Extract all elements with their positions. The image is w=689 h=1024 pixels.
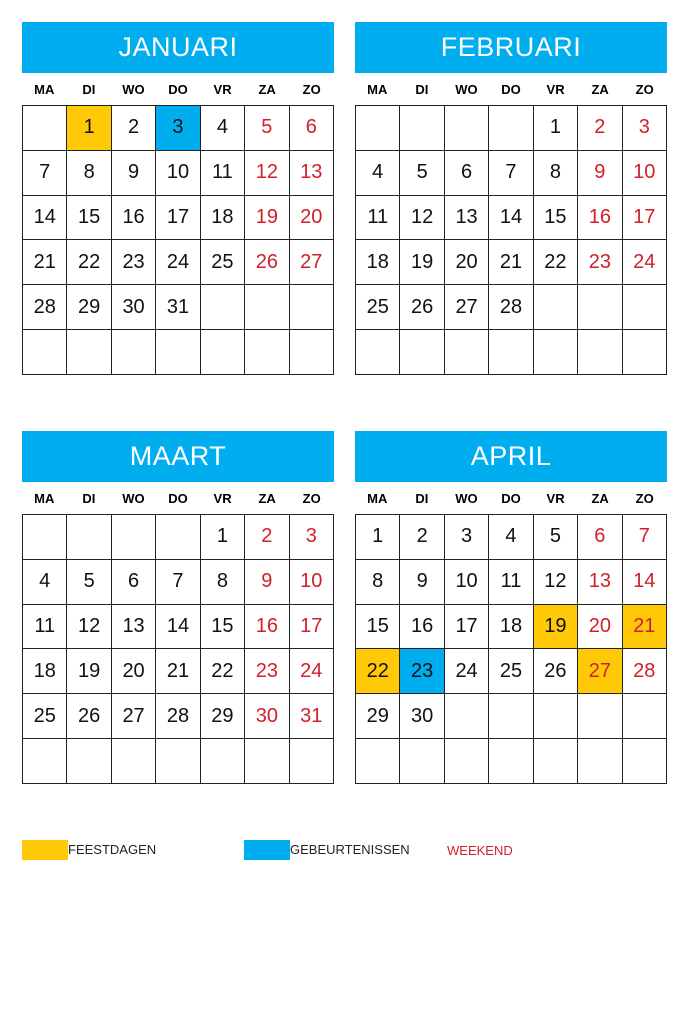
day-cell: 29 — [201, 694, 245, 739]
day-cell: 7 — [23, 151, 67, 196]
day-cell: 6 — [112, 560, 156, 605]
month-title: APRIL — [355, 431, 667, 482]
day-cell: 23 — [400, 649, 444, 694]
day-cell: 20 — [290, 196, 334, 241]
day-cell: 14 — [156, 605, 200, 650]
empty-day-cell — [290, 739, 334, 784]
day-cell: 2 — [112, 106, 156, 151]
empty-day-cell — [67, 515, 111, 560]
weekday-label: DO — [168, 490, 188, 506]
day-cell: 13 — [112, 605, 156, 650]
weekday-label: MA — [34, 490, 55, 506]
legend — [22, 840, 672, 862]
legend-holidays — [22, 840, 156, 860]
day-grid — [22, 105, 334, 375]
empty-day-cell — [156, 739, 200, 784]
day-cell: 3 — [623, 106, 667, 151]
empty-day-cell — [534, 739, 578, 784]
day-cell: 30 — [245, 694, 289, 739]
empty-day-cell — [623, 739, 667, 784]
weekday-label: DO — [501, 490, 521, 506]
weekday-label: DO — [168, 81, 188, 97]
day-cell: 31 — [156, 285, 200, 330]
empty-day-cell — [201, 330, 245, 375]
day-cell: 24 — [290, 649, 334, 694]
empty-day-cell — [23, 330, 67, 375]
day-cell: 12 — [400, 196, 444, 241]
empty-day-cell — [112, 739, 156, 784]
weekday-label: VR — [213, 490, 232, 506]
day-cell: 19 — [67, 649, 111, 694]
empty-day-cell — [290, 285, 334, 330]
empty-day-cell — [400, 330, 444, 375]
day-cell: 22 — [356, 649, 400, 694]
day-cell: 13 — [445, 196, 489, 241]
empty-day-cell — [23, 106, 67, 151]
empty-day-cell — [112, 515, 156, 560]
empty-day-cell — [156, 515, 200, 560]
empty-day-cell — [400, 739, 444, 784]
day-cell: 17 — [623, 196, 667, 241]
day-cell: 16 — [245, 605, 289, 650]
day-cell: 1 — [356, 515, 400, 560]
month-februari — [355, 22, 667, 375]
day-cell: 8 — [356, 560, 400, 605]
day-cell: 5 — [67, 560, 111, 605]
empty-day-cell — [290, 330, 334, 375]
weekday-label: ZO — [635, 81, 654, 97]
empty-day-cell — [356, 739, 400, 784]
empty-day-cell — [578, 285, 622, 330]
day-cell: 22 — [201, 649, 245, 694]
empty-day-cell — [445, 739, 489, 784]
empty-day-cell — [67, 739, 111, 784]
day-cell: 10 — [623, 151, 667, 196]
day-cell: 24 — [623, 240, 667, 285]
day-cell: 9 — [578, 151, 622, 196]
weekday-label: DI — [415, 490, 429, 506]
weekday-label: ZA — [591, 81, 609, 97]
day-grid — [22, 514, 334, 784]
day-cell: 2 — [400, 515, 444, 560]
day-cell: 3 — [156, 106, 200, 151]
day-cell: 23 — [578, 240, 622, 285]
day-cell: 31 — [290, 694, 334, 739]
day-cell: 12 — [245, 151, 289, 196]
day-cell: 9 — [112, 151, 156, 196]
weekday-label: ZO — [302, 490, 321, 506]
day-cell: 21 — [623, 605, 667, 650]
empty-day-cell — [245, 330, 289, 375]
day-cell: 11 — [489, 560, 533, 605]
day-cell: 2 — [578, 106, 622, 151]
day-cell: 10 — [156, 151, 200, 196]
day-cell: 28 — [23, 285, 67, 330]
month-januari — [22, 22, 334, 375]
day-cell: 11 — [201, 151, 245, 196]
empty-day-cell — [23, 739, 67, 784]
day-cell: 4 — [201, 106, 245, 151]
day-cell: 21 — [23, 240, 67, 285]
day-cell: 10 — [445, 560, 489, 605]
day-cell: 13 — [290, 151, 334, 196]
weekday-label: WO — [122, 490, 145, 506]
day-cell: 11 — [356, 196, 400, 241]
day-cell: 15 — [201, 605, 245, 650]
empty-day-cell — [489, 106, 533, 151]
day-cell: 9 — [400, 560, 444, 605]
day-cell: 26 — [534, 649, 578, 694]
event-swatch — [244, 840, 290, 860]
weekday-label: MA — [367, 81, 388, 97]
day-cell: 27 — [290, 240, 334, 285]
day-cell: 12 — [67, 605, 111, 650]
day-cell: 26 — [67, 694, 111, 739]
weekday-label: ZA — [591, 490, 609, 506]
empty-day-cell — [489, 330, 533, 375]
day-cell: 23 — [245, 649, 289, 694]
day-cell: 7 — [489, 151, 533, 196]
day-cell: 14 — [23, 196, 67, 241]
day-cell: 15 — [67, 196, 111, 241]
day-cell: 17 — [445, 605, 489, 650]
day-cell: 6 — [290, 106, 334, 151]
day-cell: 8 — [534, 151, 578, 196]
legend-events-label: GEBEURTENISSEN — [290, 842, 410, 857]
day-cell: 15 — [356, 605, 400, 650]
empty-day-cell — [356, 106, 400, 151]
weekday-label: WO — [122, 81, 145, 97]
legend-weekend — [447, 840, 513, 858]
day-cell: 28 — [156, 694, 200, 739]
weekday-header-row — [22, 482, 334, 514]
day-cell: 24 — [156, 240, 200, 285]
weekday-label: VR — [546, 490, 565, 506]
weekday-label: ZA — [258, 490, 276, 506]
day-cell: 8 — [201, 560, 245, 605]
weekday-label: WO — [455, 490, 478, 506]
weekday-label: MA — [34, 81, 55, 97]
day-cell: 13 — [578, 560, 622, 605]
day-cell: 20 — [112, 649, 156, 694]
day-cell: 5 — [534, 515, 578, 560]
day-cell: 1 — [201, 515, 245, 560]
empty-day-cell — [245, 285, 289, 330]
day-cell: 5 — [245, 106, 289, 151]
day-cell: 1 — [67, 106, 111, 151]
day-cell: 7 — [623, 515, 667, 560]
day-cell: 21 — [156, 649, 200, 694]
day-cell: 18 — [489, 605, 533, 650]
day-cell: 21 — [489, 240, 533, 285]
day-cell: 2 — [245, 515, 289, 560]
empty-day-cell — [445, 330, 489, 375]
day-cell: 18 — [23, 649, 67, 694]
day-cell: 16 — [112, 196, 156, 241]
day-cell: 27 — [578, 649, 622, 694]
day-grid — [355, 514, 667, 784]
day-cell: 9 — [245, 560, 289, 605]
day-cell: 17 — [290, 605, 334, 650]
empty-day-cell — [445, 106, 489, 151]
weekday-label: DO — [501, 81, 521, 97]
weekday-label: DI — [82, 81, 96, 97]
holiday-swatch — [22, 840, 68, 860]
empty-day-cell — [578, 694, 622, 739]
empty-day-cell — [201, 739, 245, 784]
day-cell: 18 — [356, 240, 400, 285]
empty-day-cell — [245, 739, 289, 784]
weekday-header-row — [22, 73, 334, 105]
day-cell: 7 — [156, 560, 200, 605]
empty-day-cell — [67, 330, 111, 375]
day-cell: 29 — [356, 694, 400, 739]
empty-day-cell — [623, 330, 667, 375]
day-cell: 20 — [578, 605, 622, 650]
day-grid — [355, 105, 667, 375]
day-cell: 14 — [623, 560, 667, 605]
weekday-label: MA — [367, 490, 388, 506]
weekday-label: ZO — [302, 81, 321, 97]
day-cell: 27 — [112, 694, 156, 739]
day-cell: 19 — [245, 196, 289, 241]
weekday-label: VR — [546, 81, 565, 97]
empty-day-cell — [623, 285, 667, 330]
month-title: JANUARI — [22, 22, 334, 73]
day-cell: 28 — [489, 285, 533, 330]
empty-day-cell — [400, 106, 444, 151]
legend-weekend-label: WEEKEND — [447, 843, 513, 858]
day-cell: 23 — [112, 240, 156, 285]
day-cell: 4 — [356, 151, 400, 196]
day-cell: 6 — [578, 515, 622, 560]
day-cell: 26 — [245, 240, 289, 285]
empty-day-cell — [578, 330, 622, 375]
empty-day-cell — [489, 694, 533, 739]
day-cell: 19 — [534, 605, 578, 650]
day-cell: 1 — [534, 106, 578, 151]
empty-day-cell — [534, 330, 578, 375]
empty-day-cell — [112, 330, 156, 375]
weekday-label: ZO — [635, 490, 654, 506]
day-cell: 26 — [400, 285, 444, 330]
day-cell: 12 — [534, 560, 578, 605]
empty-day-cell — [489, 739, 533, 784]
day-cell: 22 — [534, 240, 578, 285]
day-cell: 29 — [67, 285, 111, 330]
legend-holidays-label: FEESTDAGEN — [68, 842, 157, 857]
weekday-label: DI — [82, 490, 96, 506]
empty-day-cell — [623, 694, 667, 739]
empty-day-cell — [445, 694, 489, 739]
weekday-label: WO — [455, 81, 478, 97]
day-cell: 3 — [445, 515, 489, 560]
day-cell: 16 — [400, 605, 444, 650]
day-cell: 30 — [400, 694, 444, 739]
legend-events — [244, 840, 410, 860]
month-title: MAART — [22, 431, 334, 482]
empty-day-cell — [534, 694, 578, 739]
day-cell: 27 — [445, 285, 489, 330]
empty-day-cell — [156, 330, 200, 375]
day-cell: 25 — [489, 649, 533, 694]
day-cell: 18 — [201, 196, 245, 241]
day-cell: 24 — [445, 649, 489, 694]
weekday-header-row — [355, 482, 667, 514]
empty-day-cell — [578, 739, 622, 784]
empty-day-cell — [356, 330, 400, 375]
month-maart — [22, 431, 334, 784]
day-cell: 30 — [112, 285, 156, 330]
day-cell: 6 — [445, 151, 489, 196]
day-cell: 11 — [23, 605, 67, 650]
day-cell: 22 — [67, 240, 111, 285]
day-cell: 3 — [290, 515, 334, 560]
weekday-label: ZA — [258, 81, 276, 97]
weekday-label: VR — [213, 81, 232, 97]
month-april — [355, 431, 667, 784]
day-cell: 5 — [400, 151, 444, 196]
month-title: FEBRUARI — [355, 22, 667, 73]
empty-day-cell — [23, 515, 67, 560]
day-cell: 16 — [578, 196, 622, 241]
day-cell: 8 — [67, 151, 111, 196]
empty-day-cell — [201, 285, 245, 330]
day-cell: 17 — [156, 196, 200, 241]
day-cell: 25 — [23, 694, 67, 739]
day-cell: 15 — [534, 196, 578, 241]
day-cell: 4 — [489, 515, 533, 560]
day-cell: 25 — [201, 240, 245, 285]
day-cell: 19 — [400, 240, 444, 285]
day-cell: 20 — [445, 240, 489, 285]
day-cell: 4 — [23, 560, 67, 605]
day-cell: 10 — [290, 560, 334, 605]
day-cell: 14 — [489, 196, 533, 241]
weekday-label: DI — [415, 81, 429, 97]
day-cell: 25 — [356, 285, 400, 330]
empty-day-cell — [534, 285, 578, 330]
weekday-header-row — [355, 73, 667, 105]
day-cell: 28 — [623, 649, 667, 694]
